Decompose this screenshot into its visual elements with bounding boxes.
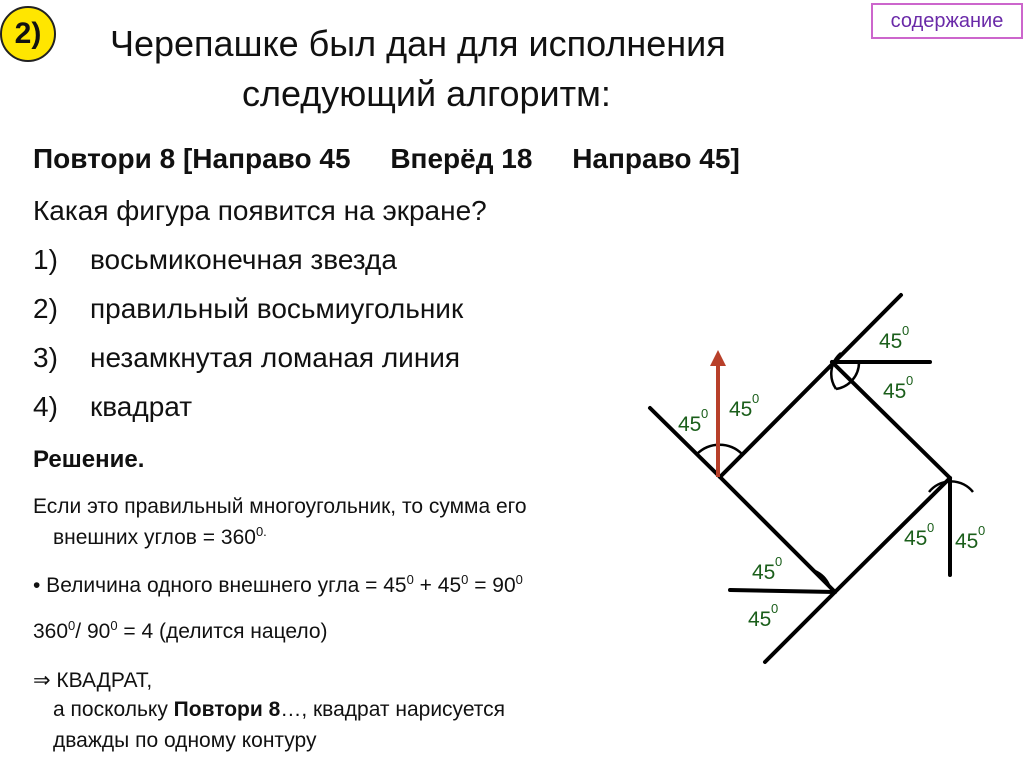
arrow-head-icon (710, 350, 726, 366)
angle-label: 45 (729, 398, 753, 421)
square-side (720, 477, 835, 592)
slide-number-badge: 2) (0, 6, 56, 62)
angle-label: 45 (879, 330, 903, 353)
angle-label-sup: 0 (775, 554, 783, 569)
solution-line-7: дважды по одному контуру (53, 729, 317, 752)
option-number: 1) (33, 244, 58, 275)
title-line-1: Черепашке был дан для исполнения (110, 23, 726, 64)
option-text: квадрат (90, 391, 193, 422)
solution-line-4: $360^0/$ $90^0 = 4$ (делится нацело) (33, 618, 328, 643)
square-side (720, 295, 901, 477)
angle-label-sup: 0 (752, 391, 760, 406)
angle-label-sup: 0 (902, 323, 910, 338)
solution-line-3: • Величина одного внешнего угла = $45^0 + 45^0 = 90^0$ (33, 572, 523, 597)
angle-label: 45 (904, 527, 928, 550)
angle-label-sup: 0 (927, 520, 935, 535)
solution-heading: Решение. (33, 446, 145, 473)
angle-label: 45 (883, 380, 907, 403)
angle-label: 45 (748, 608, 772, 631)
option-text: правильный восьмиугольник (90, 293, 464, 324)
option-number: 3) (33, 342, 58, 373)
option-text: незамкнутая ломаная линия (90, 342, 461, 373)
algorithm-part-2: Вперёд 18 (390, 143, 533, 174)
option-number: 4) (33, 391, 58, 422)
contents-button[interactable]: содержание (871, 3, 1023, 39)
title-line-2: следующий алгоритм: (242, 73, 611, 114)
angle-label: 45 (678, 413, 702, 436)
angle-label-sup: 0 (978, 523, 986, 538)
option-text: восьмиконечная звезда (90, 244, 397, 275)
solution-line-1: Если это правильный многоугольник, то сумма его (33, 495, 527, 518)
question-text: Какая фигура появится на экране? (33, 195, 487, 226)
angle-label-sup: 0 (906, 373, 914, 388)
algorithm-part-3: Направо 45] (572, 143, 740, 174)
angle-label: 45 (752, 561, 776, 584)
square-side (835, 478, 950, 592)
angle-label: 45 (955, 530, 979, 553)
angle-label-sup: 0 (771, 601, 779, 616)
algorithm-part-1: Повтори 8 [Направо 45 (33, 143, 351, 174)
solution-line-2: внешних углов = $360^{0.}$ (53, 524, 267, 549)
solution-line-5: ⇒ КВАДРАТ, (33, 669, 153, 692)
solution-line-6: а поскольку Повтори 8…, квадрат нарисуется (53, 698, 506, 721)
direction-line (730, 590, 835, 592)
angle-label-sup: 0 (701, 406, 709, 421)
option-number: 2) (33, 293, 58, 324)
